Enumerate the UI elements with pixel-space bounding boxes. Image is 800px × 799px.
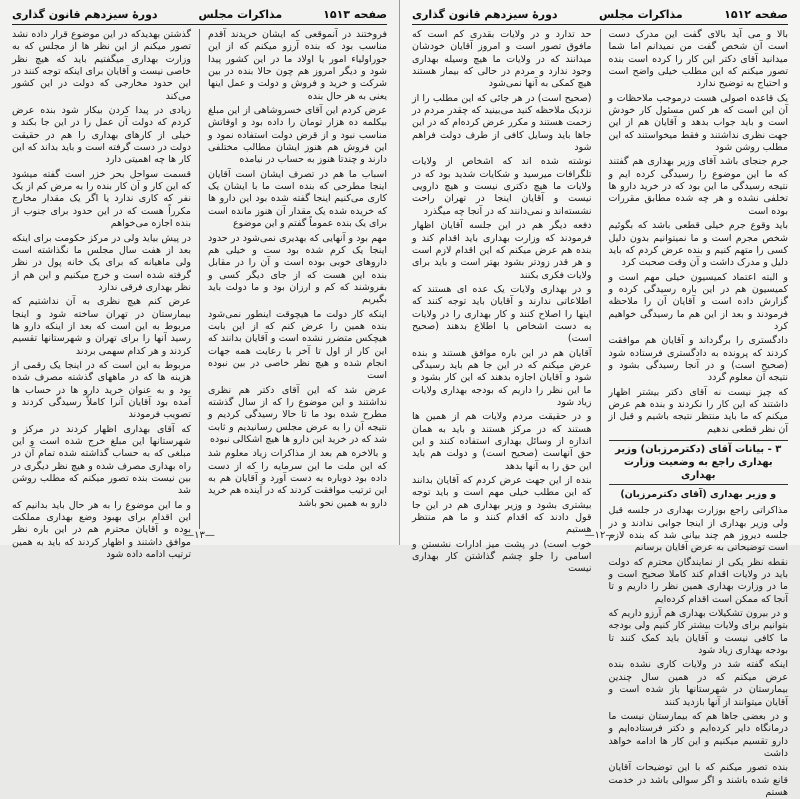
- page-left: [0, 0, 400, 561]
- speaker-subheading: و وزیر بهداری (آقای دکترمرزبان): [620, 489, 777, 500]
- paragraph: و البته اعتماد کمیسیون خیلی مهم است و کمیسیون هم در این باره رسیدگی کرده و گزارش داده است و آقایان آن را ملاحظه فرمودند و بعد از این هم ما رسیدگی خواهیم کرد: [608, 271, 788, 332]
- paragraph: و در بیرون تشکیلات بهداری هم آرزو داریم که بتوانیم برای ولایات بیشتر کار کنیم ولی بودجه ما کافی نیست و آقایان باید کمک کنند تا بودجه بهداری زیاد شود: [608, 608, 788, 657]
- paragraph: آقایان هم در این باره موافق هستند و بنده عرض میکنم که در این جا هم باید رسیدگی شود و آقایان اجازه بدهند که این کار بشود و ما این نظر را داریم که بودجه بهداری ولایات زیاد شود: [412, 347, 592, 408]
- paragraph: و بالاخره هم بعد از مذاکرات زیاد معلوم شد که این ملت ما این سرمایه را که از دست داده بود دوباره به دست آورد و آقایان هم به این ترتیب موافقت کردند که در آینده هم خرید دارو به همین نحو باشد: [208, 448, 387, 509]
- paragraph: بالا و می آید بالای گفت این مدرک دست است آن شخص گفت من نمیدانم اما شما میدانید آقای دکتر این کار را کرده است بنده تصور میکنم که این مطلب خیلی واضح است و احتیاج به توضیح ندارد: [608, 29, 788, 90]
- paragraph: اینکه گفته شد در ولایات کاری نشده بنده عرض میکنم که در همین سال چندین بیمارستان در شهرستانها باز شده است و آقایان میتوانند از آنها بازدید کنند: [608, 659, 788, 708]
- header-title: مذاکرات مجلس: [198, 7, 283, 21]
- header-session: دورهٔ سیزدهم قانون گذاری: [12, 7, 158, 21]
- paragraph: اسباب ما هم در تصرف ایشان است آقایان اینجا مطرحی که بنده است ما با ایشان یک کاری می‌کنیم اینجا گفته شده بود این دارو ها که خریده شده یک مقدار آن هنوز مانده است برای یک بنده عموماً گفتم و این موضوع: [208, 168, 387, 230]
- page-header: [412, 6, 788, 25]
- column-divider: [199, 29, 200, 529]
- paragraph: اینکه کار دولت ما هیچوقت اینطور نمی‌شود بنده همین را عرض کنم که از این بابت هیچکس متضرر نشده است و آقایان بدانند که این کار از اول تا آخر با رعایت همه جهات انجام شده و هیچ نظر خاصی در بین نبوده است: [208, 308, 387, 382]
- page-number-footer: —۱۳—: [184, 530, 215, 541]
- paragraph: مربوط به این است که در اینجا یک رقمی از هزینه ها که در ماههای گذشته مصرف شده بود و به عنوان خرید دارو ها در حساب ها آمده بود آقایان آنرا کاملاً رسیدگی کردند و تصویب فرمودند: [12, 359, 191, 421]
- paragraph: فروختند در آنموقعی که ایشان خریدند آقدم مناسب بود که بنده آرزو میکنم که از این جوراولیاء امور یا اولاد ما در این کشور پیدا شود و دیگر امروز هم چون حالا بنده در بین شرکت و خرید و فروش و دولت و عمل اینها یعنی به هر حال بنده: [208, 29, 387, 102]
- paragraph: حد تدارد و در ولایات بقدری کم است که مافوق تصور است و امروز آقایان خودشان میدانند که در ولایات ما هیچ وسیله بهداری وجود ندارد و مردم در حالی که بیمار هستند هیچ کمکی به آنها نمی‌شود: [412, 29, 592, 90]
- paragraph: و ما این موضوع را به هر حال باید بدانیم که این اقدام برای بهبود وضع بهداری مملکت بوده و آقایان محترم هم در این باره نظر موافق داشتند و اظهار کردند که باید به همین ترتیب ادامه داده شود: [12, 499, 191, 561]
- paragraph: یک قاعده اصولی هست درموجب ملاحظات و آن این است که هر کس مسئول کار خودش است و باید جواب بدهد و آقایان هم از این جهت نظری نداشتند و فقط میخواستند که این مطلب روشن شود: [608, 92, 788, 154]
- paragraph: زیادی در پیدا کردن بیکار شود بنده عرض کردم که دولت آن عمل را در این جا بکند و خیلی از کارهای بهداری را هم در حقیقت دولت در دست گرفته است و باید بداند که این کار ها چه اهمیتی دارد: [12, 105, 191, 166]
- paragraph: خوب است) در پشت میز ادارات نشستن و اسامی را جلو چشم گذاشتن کار بهداری نیست: [412, 538, 592, 575]
- paragraph: جرم جنجای باشد آقای وزیر بهداری هم گفتند که ما این موضوع را رسیدگی کرده ایم و نتیجه رسیدگی ما این بود که در خرید دارو ها تخلفی نشده و هر چه شده مطابق مقررات بوده است: [608, 156, 788, 217]
- paragraph: که آقای بهداری اظهار کردند در مرکز و شهرستانها این مبلغ خرج شده است و این مبلغی که به حساب گذاشته شده تمام آن در راه بهداری مصرف شده و هیچ نظر دیگری در بین نیست بنده تصور میکنم که مطلب روشن شد: [12, 423, 191, 497]
- paragraph: و در بعضی جاها هم که بیمارستان نیست ما درمانگاه دایر کرده‌ایم و دکتر فرستاده‌ایم و دارو تقسیم میکنیم و این کار ها ادامه خواهد داشت: [608, 710, 788, 759]
- paragraph: مهم بود و آنهایی که بهدیری نمی‌شود در حدود اینجا یک کرم شده بود ست و خیلی هم داروهای خوبی بوده است و آن را در مقابل بنده این هست که از جای دیگر کسی و بفروشند که کم و ارزان بود و ما دولت باید بگیریم: [208, 232, 387, 306]
- header-title: مذاکرات مجلس: [599, 7, 683, 21]
- paragraph: باید وقوع جرم خیلی قطعی باشد که بگوئیم شخص مجرم است و ما نمیتوانیم بدون دلیل کسی را متهم کنیم و بنده عرض کردم که باید دلیل و مدرک داشت و آن وقت صحبت کرد: [608, 220, 788, 269]
- paragraph: نوشته شده اند که اشخاص از ولایات تلگرافات میرسید و شکایات شدید بود که در ولایات ما هیچ دکتری نیست و هیچ دارویی نیست و آقایان اینجا در تهران راحت نشسته‌اند و نمی‌دانند که در آنجا چه میگذرد: [412, 156, 592, 217]
- paragraph: (صحیح است) در هر جائی که این مطلب را از نزدیک ملاحظه کنید می‌بینید که چقدر مردم در زحمت هستند و مکرر عرض کرده‌ام که در این جاها باید وسایل کافی از طرف دولت فراهم شود: [412, 92, 592, 154]
- paragraph: عرض کردم این آقای خسروشاهی از این مبلغ بیکلمه ده هزار تومان را داده بود و اوقاتش مناسب نبود و از قرض دولت استفاده نمود و این فروش هم هنوز ایشان مطالب مختلفی دارند و چندتا هنوز به حساب در نیامده: [208, 105, 387, 166]
- paragraph: عرض کنم هیچ نظری به آن نداشتیم که بیمارستان در تهران ساخته شود و اینجا مربوط به این است که بعد از اینکه دارو ها رسید آنها را برای تهران و شهرستانها تقسیم کردند و هر کدام سهمی بردند: [12, 296, 191, 357]
- header-page-label: صفحه ۱۵۱۳: [323, 7, 387, 21]
- paragraph: نقطه نظر یکی از نمایندگان محترم که دولت باید در ولایات اقدام کند کاملا صحیح است و ما در وزارت بهداری همین نظر را داریم و تا آنجا که ممکن است اقدام کرده‌ایم: [608, 556, 788, 605]
- paragraph: و در بهداری ولایات یک عده ای هستند که اطلاعاتی ندارند و آقایان باید توجه کنند که اینها را اصلاح کنند و کار بهداری را در ولایات به دست اشخاص با اطلاع بدهند (صحیح است): [412, 283, 592, 345]
- column-divider: [600, 29, 601, 529]
- paragraph: عرض شد که این آقای دکتر هم نظری نداشتند و این موضوع را که از سال گذشته مطرح شده بود ما تا حالا رسیدگی کردیم و نتیجه آن را به عرض مجلس رسانیدیم و ثابت شد که در خرید این دارو ها هیچ اشکالی نبوده: [208, 384, 387, 445]
- paragraph: بنده تصور میکنم که با این توضیحات آقایان قانع شده باشند و اگر سوالی باشد در خدمت هستم: [608, 762, 788, 798]
- header-page-label: صفحه ۱۵۱۲: [724, 7, 788, 21]
- paragraph: در پیش بیاید ولی در مرکز حکومت برای اینکه بعد از هفت سال مجلس ما نگذاشته است ولی ماهیانه که برای یک خانه پول در نظر گرفته شده است و خرج میکنیم و این هم از نظر بهداری فرقی ندارد: [12, 232, 191, 293]
- paragraph: دفعه دیگر هم در این جلسه آقایان اظهار فرمودند که وزارت بهداری باید اقدام کند و بنده هم عرض میکنم که این اقدام لازم است و هر قدر زودتر بشود بهتر است و باید برای ولایات فکری بکنند: [412, 220, 592, 281]
- page-header: [12, 6, 387, 25]
- paragraph: که چیز نیست نه آقای دکتر بیشتر اظهار داشتند که این کار را نکردند و بنده هم عرض میکنم که ما باید منتظر نتیجه باشیم و قبل از آن نظر قطعی ندهیم: [608, 386, 788, 435]
- header-session: دورهٔ سیزدهم قانون گذاری: [412, 7, 558, 21]
- paragraph: بنده از این جهت عرض کردم که آقایان بدانند که این مطلب خیلی مهم است و باید توجه بیشتری بشود و وزیر بهداری هم در این جا قول دادند که اقدام کنند و ما هم منتظر هستیم: [412, 475, 592, 536]
- paragraph: دادگستری را برگرداند و آقایان هم موافقت کردند که پرونده به دادگستری فرستاده شود (صحیح است) و در آنجا رسیدگی بشود و نتیجه آن معلوم گردد: [608, 335, 788, 384]
- paragraph: گذشتن بهدیدکه در این موضوع قرار داده نشد تصور میکنم از این نظر ها از مجلس که به وزارت بهداری میگفتیم باید که هیچ نظر خاصی نیست و آقایان برای اینکه توجه کنند در این حدود مخارجی که دولت در این کشور می‌کند: [12, 29, 191, 102]
- text-column-right: [608, 29, 789, 798]
- page-number-footer: —۱۲—: [584, 530, 616, 541]
- text-column-left: [12, 29, 191, 561]
- paragraph: قسمت سواحل بحر خزر است گفته میشود که این کار و آن کار بنده را به مرض کم از یک نفر که کاری ندارد یا اگر یک مقدار مخارج مکرراً هست که در این حدود برای جنوب از بنده اجازه می‌خواهم: [12, 168, 191, 230]
- text-column-left: [412, 29, 592, 575]
- paragraph: و در حقیقت مردم ولایات هم از همین ها هستند که در مرکز هستند و باید به همان اندازه از وسائل بهداری استفاده کنند و این حق آنهاست (صحیح است) و دولت هم باید این حق را به آنها بدهد: [412, 411, 592, 472]
- paragraph: مذاکراتی راجع بوزارت بهداری در جلسه قبل ولی وزیر بهداری از اینجا جوابی ندادند و در جلسه دیروز هم چند بیانی شد که بنده لازم است توضیحاتی به عرض آقایان برسانم: [608, 505, 788, 554]
- section-heading: ۳ - بیانات آقای (دکترمرزبان) وزیر بهداری راجع به وضعیت وزارت بهداری: [609, 440, 789, 485]
- text-column-right: [208, 29, 387, 529]
- page-right: [400, 0, 800, 798]
